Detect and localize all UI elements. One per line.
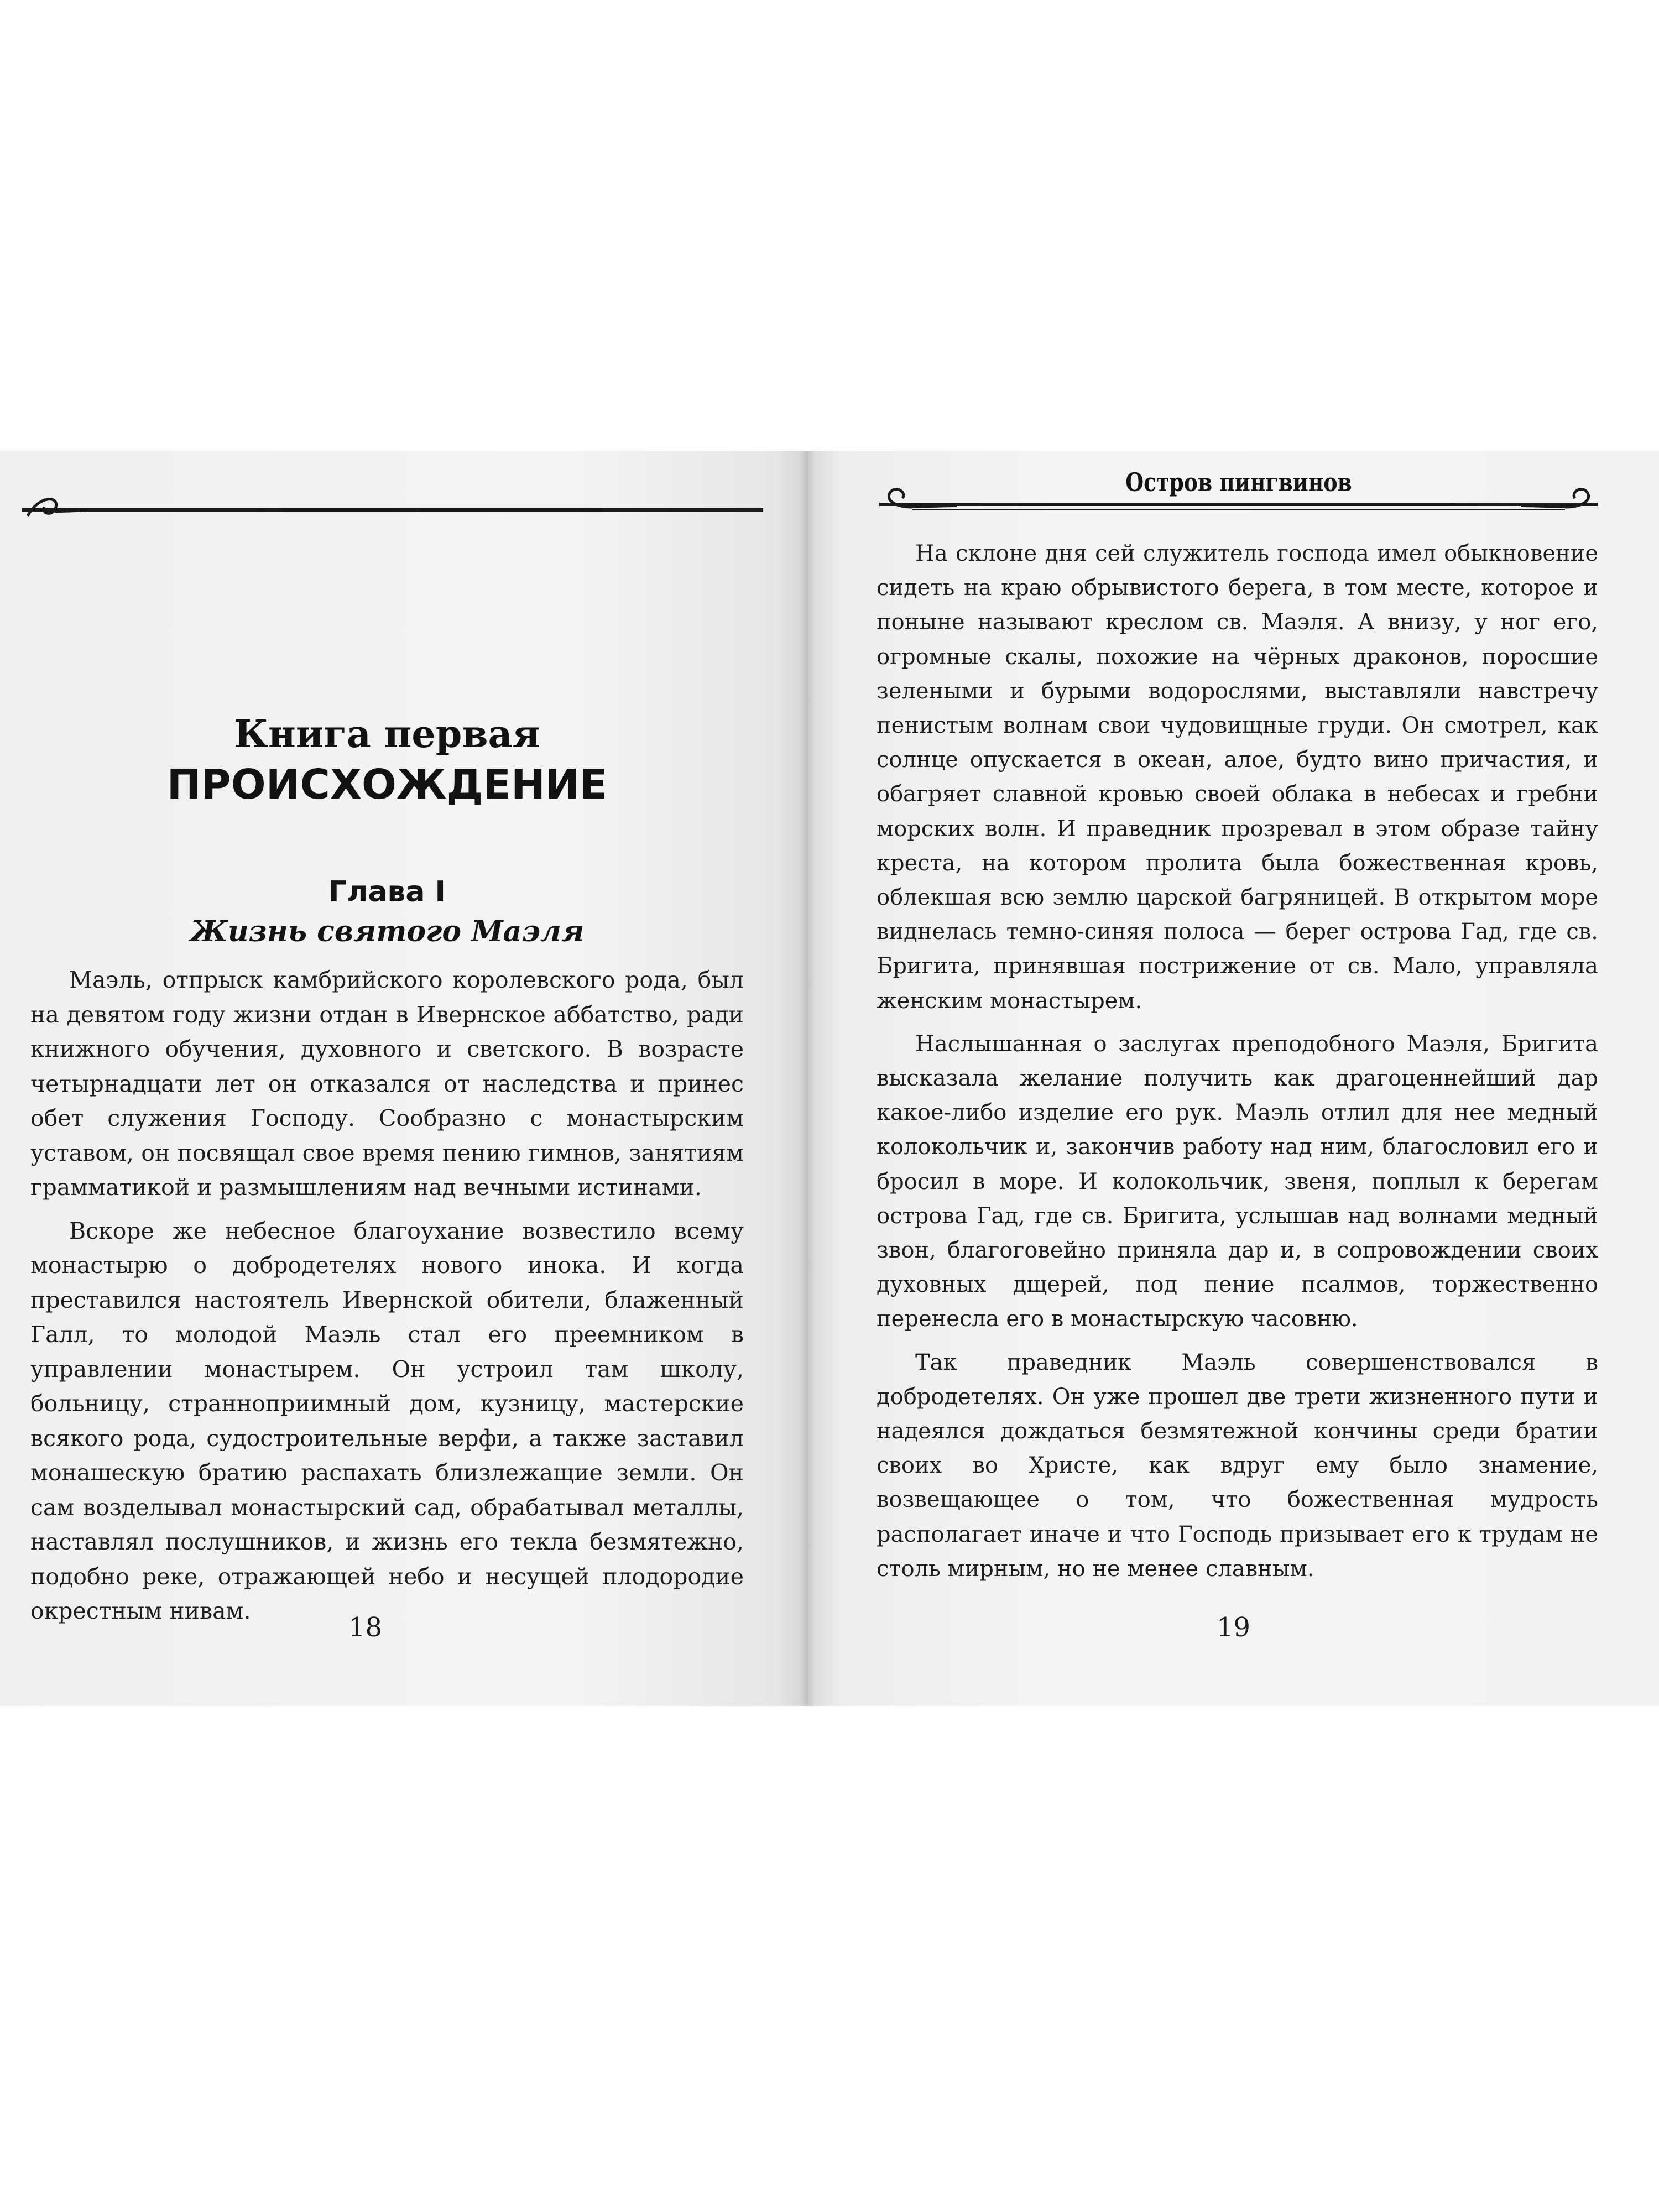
right-page-content <box>877 536 1598 1595</box>
left-page <box>0 451 807 1706</box>
header-rule <box>22 508 763 512</box>
paragraph: Маэль, отпрыск камбрийского королевского рода, был на девятом году жизни отдан в Ивернское аббатство, ради книжного обучения, духовного и светского. В возрасте четырнадцати лет он отказался от наследства и принес обет служения Господу. Сообразно с монастырским уставом, он посвящал свое время пению гимнов, занятиям грамматикой и размышлениям над вечными истинами. <box>30 967 744 1201</box>
left-page-content <box>30 711 744 1637</box>
chapter-subtitle: Жизнь святого Маэля <box>190 915 585 948</box>
paragraph: Наслышанная о заслугах преподобного Маэля, Бригита высказала желание получить как драгоценнейший дар какое-либо изделие его рук. Маэль отлил для нее медный колокольчик и, закончив работу над ним, благословил его и бросил в море. И колокольчик, звеня, поплыл к берегам острова Гад, где св. Бригита, услышав над волнами медный звон, благоговейно приняла дар и, в сопровождении своих духовных дщерей, под пение псалмов, торжественно перенесла его в монастырскую часовню. <box>877 1031 1598 1332</box>
paragraph: На склоне дня сей служитель господа имел обыкновение сидеть на краю обрывистого берега, в том месте, которое и поныне называют креслом св. Маэля. А внизу, у ног его, огромные скалы, похожие на чёрных драконов, поросшие зелеными и бурыми водорослями, выставляли навстречу пенистым волнам свои чудовищные груди. Он смотрел, как солнце опускается в океан, алое, будто вино причастия, и обагряет славной кровью своей облака в небесах и гребни морских волн. И праведник прозревал в этом образе тайну креста, на котором пролита была божественная кровь, облекшая всю землю царской багряницей. В открытом море виднелась темно-синяя полоса — берег острова Гад, где св. Бригита, принявшая пострижение от св. Мало, управляла женским монастырем. <box>877 541 1598 1014</box>
book-title: Книга первая <box>234 712 540 757</box>
header-flourish-icon <box>22 484 105 523</box>
page-number: 19 <box>1217 1612 1251 1643</box>
header-rule-thin <box>912 509 1565 510</box>
chapter-title: Глава I <box>328 875 446 909</box>
left-running-header <box>22 467 763 534</box>
book-subtitle: ПРОИСХОЖДЕНИЕ <box>166 761 608 808</box>
book-spread <box>0 451 1659 1706</box>
paragraph: Вскоре же небесное благоухание возвестило всему монастырю о добродетелях нового инока. И когда преставился настоятель Ивернской обители, блаженный Галл, то молодой Маэль стал его преемником в управлении монастырем. Он устроил там школу, больницу, странноприимный дом, кузницу, мастерские всякого рода, судостроительные верфи, а также заставил монашескую братию распахать близлежащие земли. Он сам возделывал монастырский сад, обрабатывал металлы, наставлял послушников, и жизнь его текла безмятежно, подобно реке, отражающей небо и несущей плодородие окрестным нивам. <box>30 1217 744 1624</box>
right-page <box>807 451 1659 1706</box>
book-gutter <box>800 451 815 1706</box>
header-rule <box>879 503 1598 506</box>
paragraph: Так праведник Маэль совершенствовался в добродетелях. Он уже прошел две трети жизненного пути и надеялся дождаться безмятежной кончины среди братии своих во Христе, как вдруг ему было знамение, возвещающее о том, что божественная мудрость располагает иначе и что Господь призывает его к трудам не столь мирным, но не менее славным. <box>877 1349 1598 1582</box>
page-number: 18 <box>348 1612 383 1643</box>
right-running-header <box>879 462 1598 528</box>
header-flourish-icon <box>1515 478 1598 517</box>
running-header-title: Остров пингвинов <box>1125 467 1352 497</box>
